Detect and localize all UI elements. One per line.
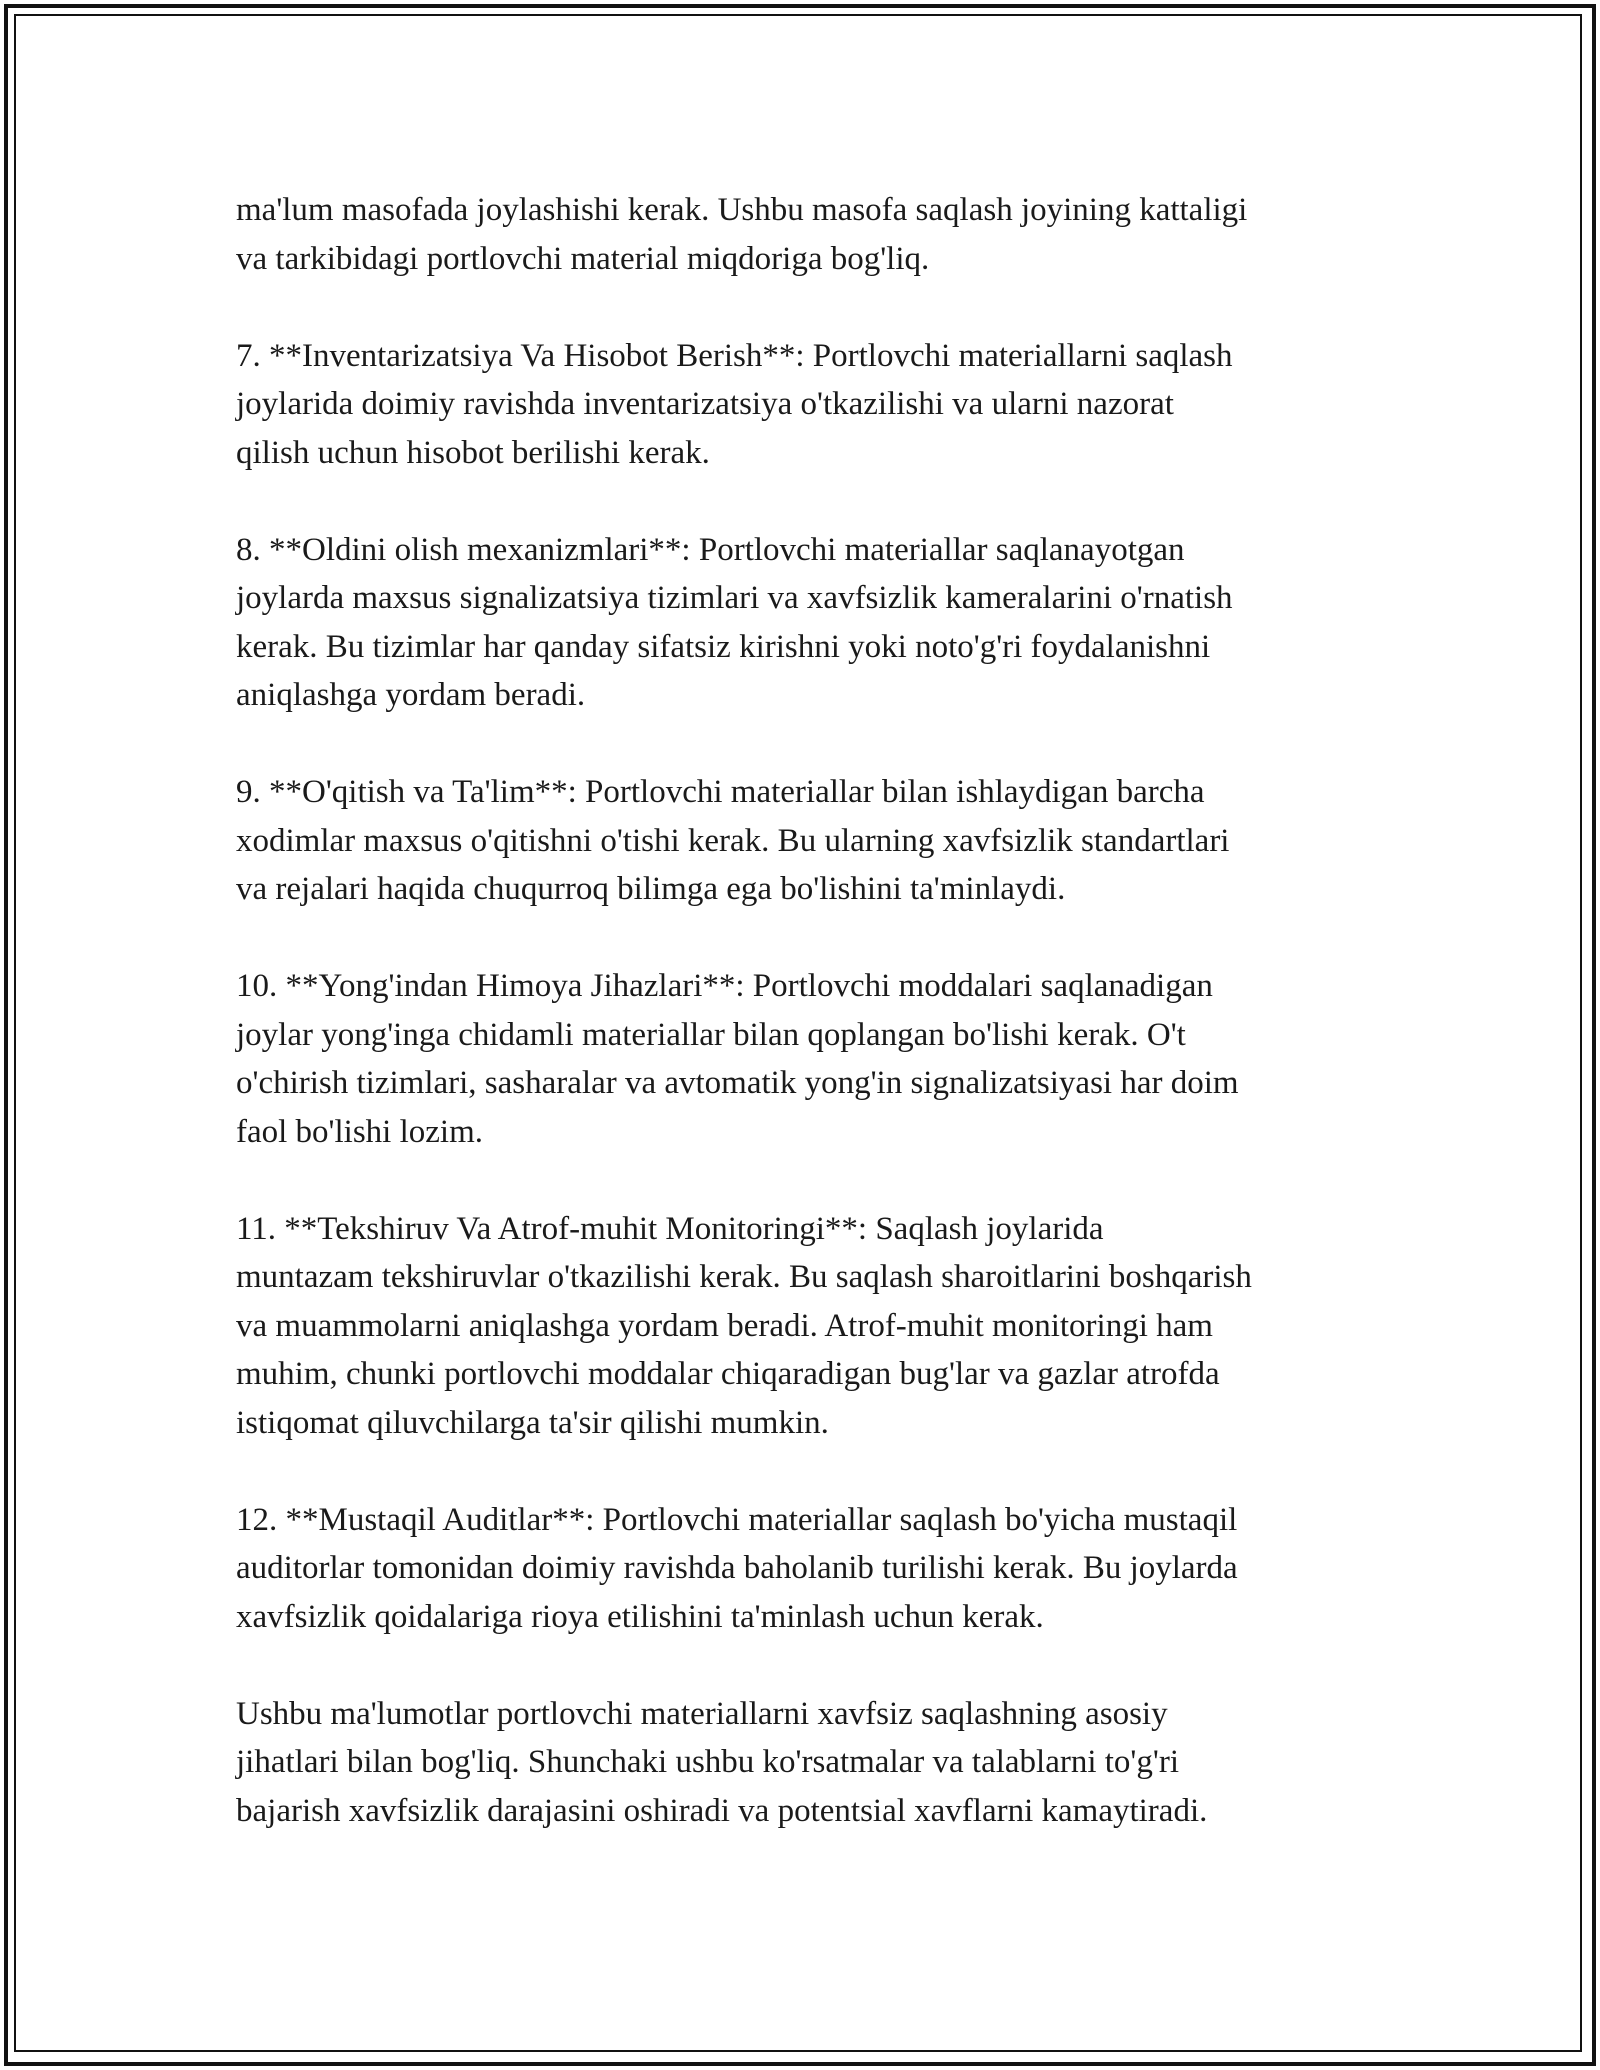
paragraph-item-9: 9. **O'qitish va Ta'lim**: Portlovchi materiallar bilan ishlaydigan barcha xodimlar maxsus o'qitishni o'tishi kerak. Bu ularning xavfsizlik standartlari va rejalari haqida chuqurroq bilimga ega bo'lishini ta'minlaydi. <box>236 774 1230 907</box>
paragraph-item-8: 8. **Oldini olish mexanizmlari**: Portlovchi materiallar saqlanayotgan joylarda maxsus signalizatsiya tizimlari va xavfsizlik kameralarini o'rnatish kerak. Bu tizimlar har qanday sifatsiz kirishni yoki noto'g'ri foydalanishni aniqlashga yordam beradi. <box>236 531 1233 713</box>
paragraph-conclusion: Ushbu ma'lumotlar portlovchi materiallarni xavfsiz saqlashning asosiy jihatlari bilan bog'liq. Shunchaki ushbu ko'rsatmalar va talablarni to'g'ri bajarish xavfsizlik darajasini oshiradi va potentsial xavflarni kamaytiradi. <box>236 1695 1208 1829</box>
document-body <box>236 186 1386 1884</box>
paragraph-item-7: 7. **Inventarizatsiya Va Hisobot Berish**: Portlovchi materiallarni saqlash joylarida doimiy ravishda inventarizatsiya o'tkazilishi va ularni nazorat qilish uchun hisobot berilishi kerak. <box>236 337 1233 471</box>
paragraph-item-11: 11. **Tekshiruv Va Atrof-muhit Monitoringi**: Saqlash joylarida muntazam tekshiruvlar o'tkazilishi kerak. Bu saqlash sharoitlarini boshqarish va muammolarni aniqlashga yordam beradi. Atrof-muhit monitoringi ham muhim, chunki portlovchi moddalar chiqaradigan bug'lar va gazlar atrofda istiqomat qiluvchilarga ta'sir qilishi mumkin. <box>236 1210 1252 1441</box>
paragraph-item-12: 12. **Mustaqil Auditlar**: Portlovchi materiallar saqlash bo'yicha mustaqil auditorlar tomonidan doimiy ravishda baholanib turilishi kerak. Bu joylarda xavfsizlik qoidalariga rioya etilishini ta'minlash uchun kerak. <box>236 1501 1238 1635</box>
paragraph-intro-continuation: ma'lum masofada joylashishi kerak. Ushbu masofa saqlash joyining kattaligi va tarkibidagi portlovchi material miqdoriga bog'liq. <box>236 192 1248 277</box>
paragraph-item-10: 10. **Yong'indan Himoya Jihazlari**: Portlovchi moddalari saqlanadigan joylar yong'inga chidamli materiallar bilan qoplangan bo'lishi kerak. O't o'chirish tizimlari, sasharalar va avtomatik yong'in signalizatsiyasi har doim faol bo'lishi lozim. <box>236 968 1239 1150</box>
